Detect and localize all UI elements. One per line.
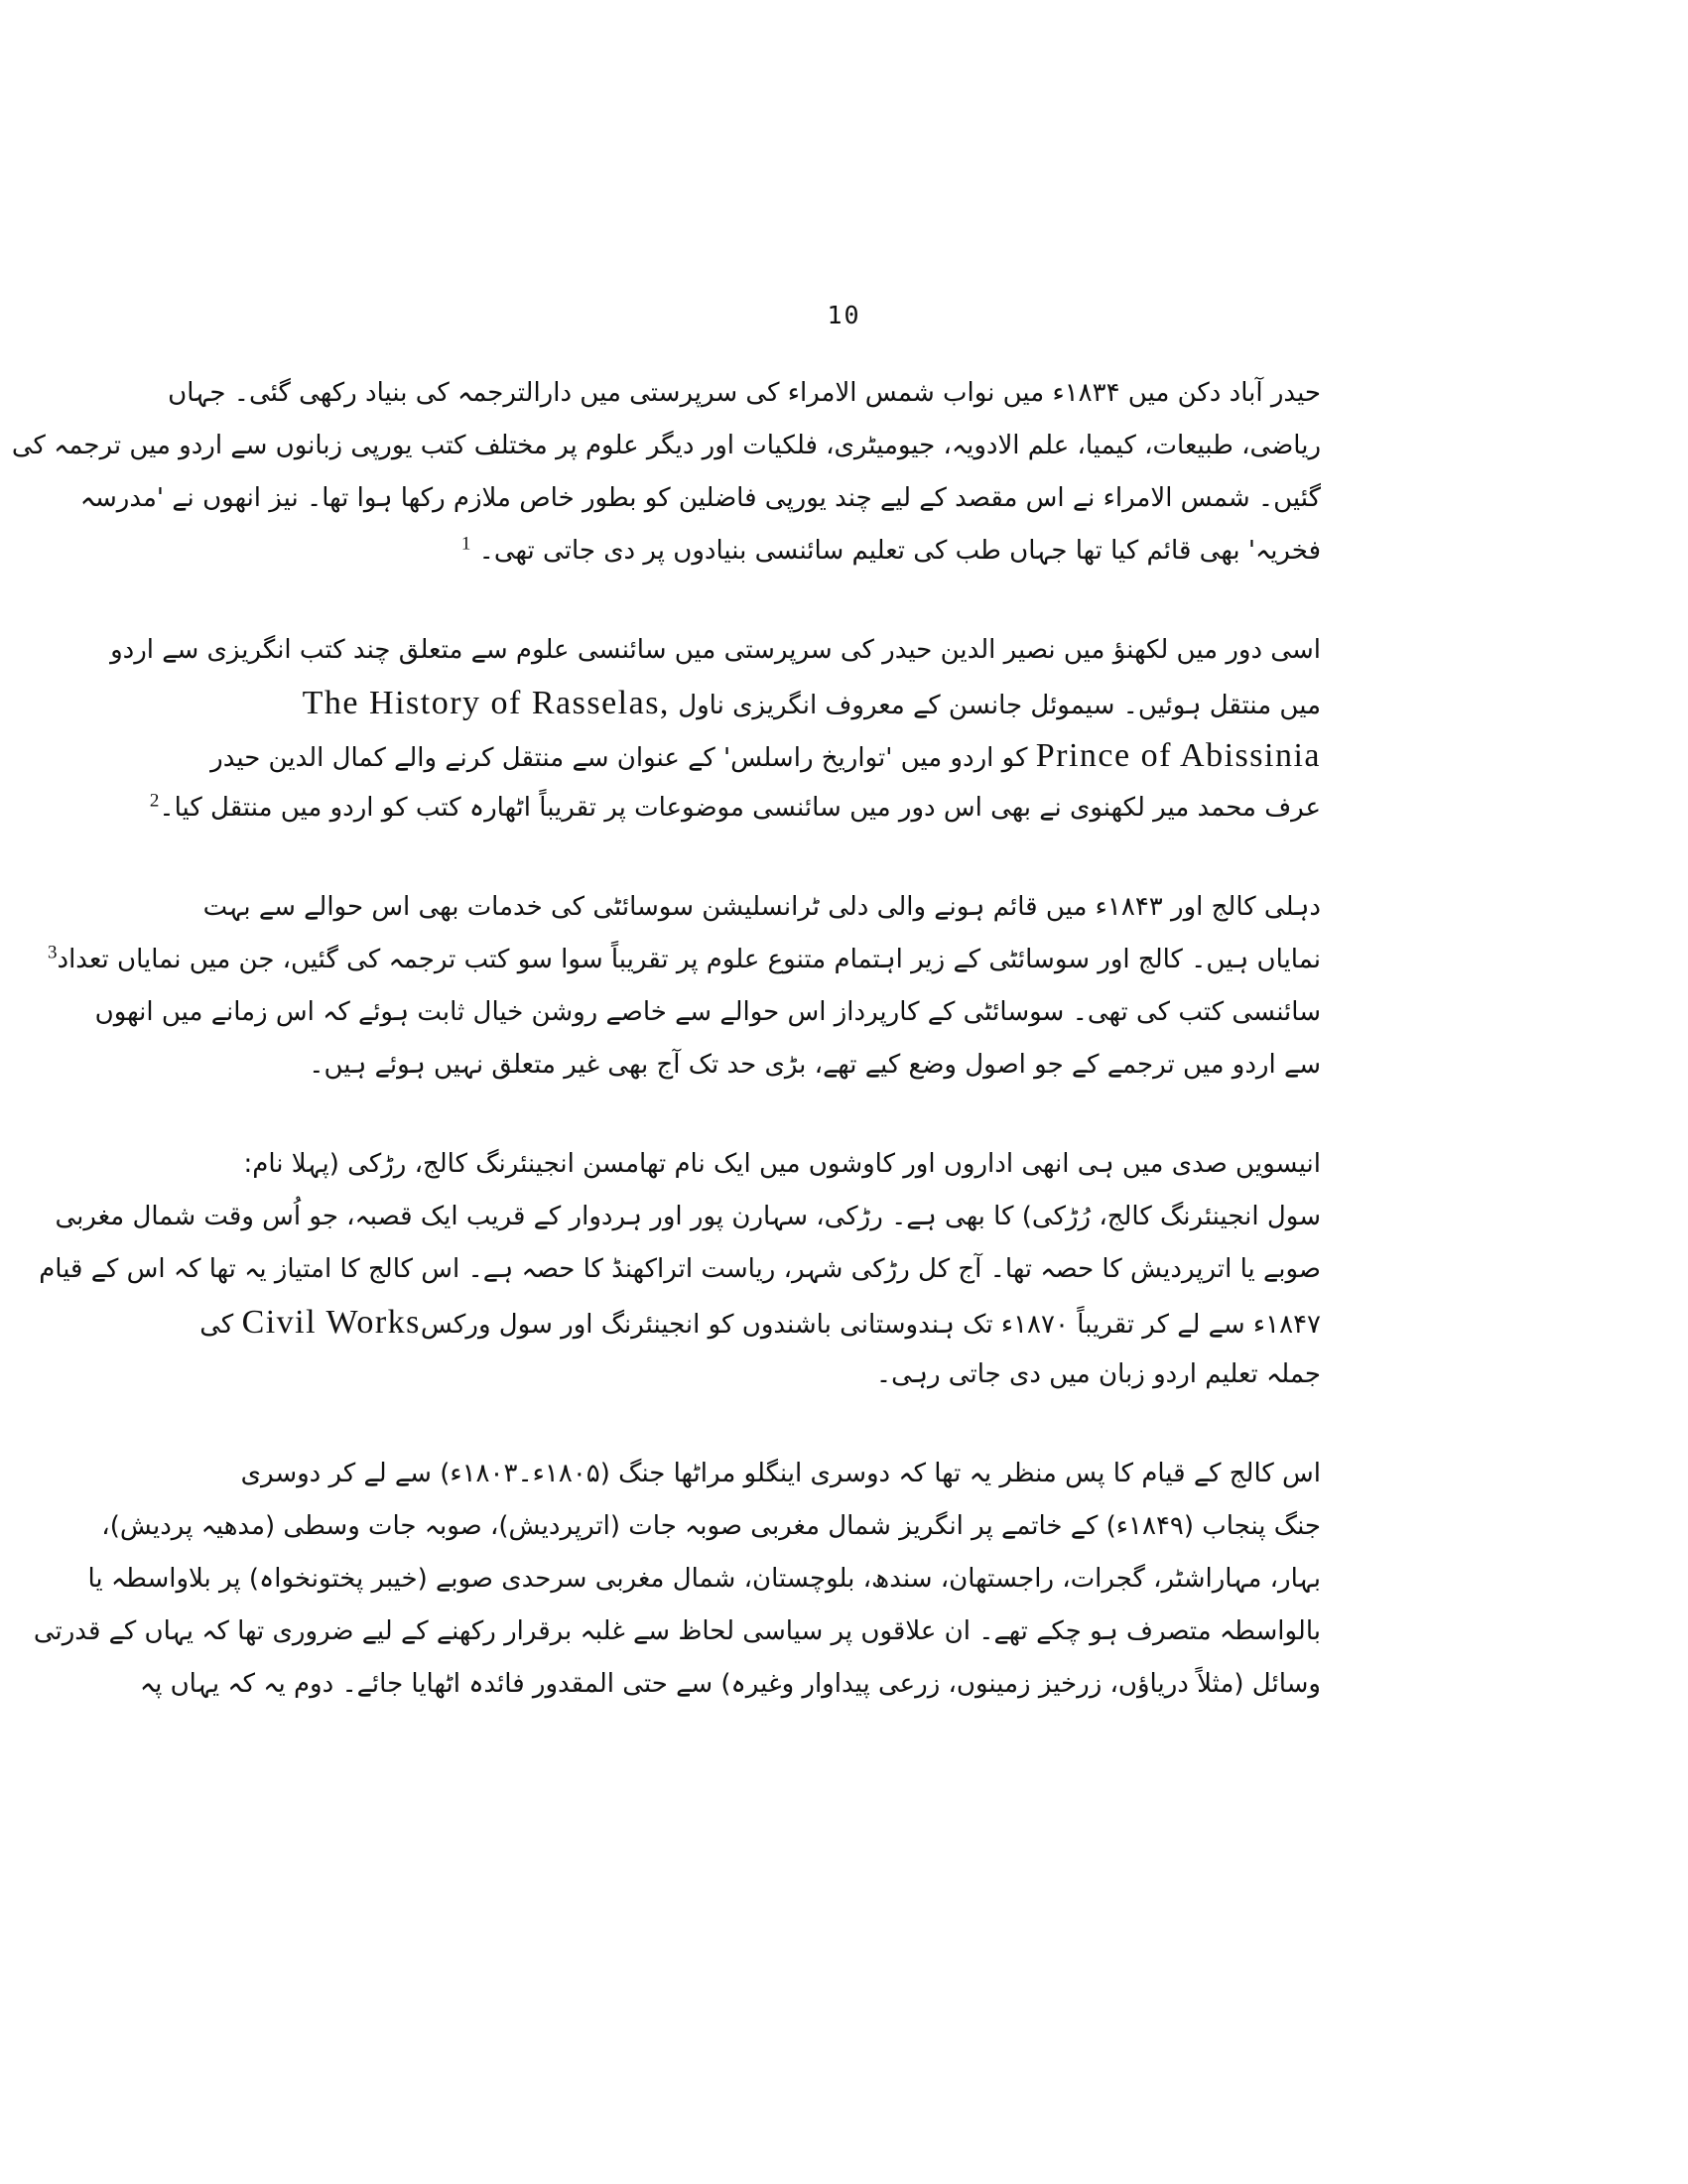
text-line [365,525,1321,578]
text-line: انیسویں صدی میں ہی انھی اداروں اور کاوشوں میں ایک نام تھامسن انجینئرنگ کالج، رڑکی (پہلا نام: [243,1149,1321,1179]
text-line: دہلی کالج اور ۱۸۴۳ء میں قائم ہونے والی دلی ٹرانسلیشن سوسائٹی کی خدمات بھی اس حوالے سے بہت [202,892,1321,922]
text-line-mixed [302,677,1321,729]
text-line: اس کالج کے قیام کا پس منظر یہ تھا کہ دوسری اینگلو مراٹھا جنگ (۱۸۰۵ء۔۱۸۰۳ء) سے لے کر دوسری [240,1459,1321,1488]
text-line-content: فخریہ' بھی قائم کیا تھا جہاں طب کی تعلیم سائنسی بنیادوں پر دی جاتی تھی۔ [478,536,1321,566]
paragraph-delhi-college [48,881,1321,1092]
english-term-text: Civil Works [241,1304,421,1341]
text-line [149,782,1321,835]
text-line-urdu: میں منتقل ہوئیں۔ سیموئل جانسن کے معروف انگریزی ناول [678,691,1321,720]
text-line: ریاضی، طبیعات، کیمیا، علم الادویہ، جیومیٹری، فلکیات اور دیگر علوم پر مختلف کتب یورپی زبانوں سے اردو میں ترجمہ کی [11,431,1321,460]
text-line: جنگ پنجاب (۱۸۴۹ء) کے خاتمے پر انگریز شمال مغربی صوبہ جات (اترپردیش)، صوبہ جات وسطی (مدھیہ پردیش)، [101,1511,1321,1541]
text-line-urdu: کی [199,1310,234,1340]
paragraph-daruttarjuma [11,367,1321,578]
text-line: بالواسطہ متصرف ہو چکے تھے۔ ان علاقوں پر سیاسی لحاظ سے غلبہ برقرار رکھنے کے لیے ضروری تھا کہ یہاں کے قدرتی [33,1616,1321,1646]
page-number: 10 [827,301,861,329]
text-line: سول انجینئرنگ کالج، رُڑکی) کا بھی ہے۔ رڑکی، سہارن پور اور ہردوار کے قریب ایک قصبہ، جو اُس وقت شمال مغربی [55,1202,1321,1231]
text-line: گئیں۔ شمس الامراء نے اس مقصد کے لیے چند یورپی فاضلین کو بطور خاص ملازم رکھا ہوا تھا۔ نیز انھوں نے 'مدرسہ [79,483,1321,513]
paragraph-background [33,1448,1321,1711]
paragraph-roorkee [39,1138,1321,1401]
text-line [48,934,1321,986]
page-body [11,367,1321,1757]
text-line: سے اردو میں ترجمے کے جو اصول وضع کیے تھے، بڑی حد تک آج بھی غیر متعلق نہیں ہوئے ہیں۔ [309,1050,1321,1080]
text-line-content: عرف محمد میر لکھنوی نے بھی اس دور میں سائنسی موضوعات پر تقریباً اٹھارہ کتب کو اردو میں منتقل کیا۔ [159,793,1321,823]
text-line: وسائل (مثلاً دریاؤں، زرخیز زمینوں، زرعی پیداوار وغیرہ) سے حتی المقدور فائدہ اٹھایا جائے۔ دوم یہ کہ یہاں پہ [139,1669,1321,1699]
text-line: صوبے یا اترپردیش کا حصہ تھا۔ آج کل رڑکی شہر، ریاست اتراکھنڈ کا حصہ ہے۔ اس کالج کا امتیاز یہ تھا کہ اس کے قیام [39,1254,1321,1284]
footnote-marker: 2 [149,790,160,812]
text-line-content: نمایاں ہیں۔ کالج اور سوسائٹی کے زیر اہتمام متنوع علوم پر تقریباً سوا سو کتب ترجمہ کی گئیں، جن میں نمایاں تعداد [57,945,1321,974]
footnote-marker: 3 [48,942,58,964]
footnote-marker: 1 [460,533,471,555]
paragraph-lucknow [110,624,1321,835]
text-line: حیدر آباد دکن میں ۱۸۳۴ء میں نواب شمس الامراء کی سرپرستی میں دارالترجمہ کی بنیاد رکھی گئی۔ جہاں [168,378,1321,408]
text-line: بہار، مہاراشٹر، گجرات، راجستھان، سندھ، بلوچستان، شمال مغربی سرحدی صوبے (خیبر پختونخواہ) پر بلاواسطہ یا [87,1564,1321,1594]
text-line-urdu: ۱۸۴۷ء سے لے کر تقریباً ۱۸۷۰ء تک ہندوستانی باشندوں کو انجینئرنگ اور سول ورکس [420,1310,1321,1340]
text-line: اسی دور میں لکھنؤ میں نصیر الدین حیدر کی سرپرستی میں سائنسی علوم سے متعلق چند کتب انگریزی سے اردو [110,635,1321,665]
english-title-text: Prince of Abissinia [1035,737,1321,774]
text-line-urdu: کو اردو میں 'تواریخ راسلس' کے عنوان سے منتقل کرنے والے کمال الدین حیدر [210,743,1028,773]
text-line-mixed [210,729,1321,782]
text-line: سائنسی کتب کی تھی۔ سوسائٹی کے کارپرداز اس حوالے سے خاصے روشن خیال ثابت ہوئے کہ اس زمانے میں انھوں [94,997,1321,1027]
english-title-text: The History of Rasselas, [302,685,670,721]
text-line-mixed [199,1296,1321,1349]
text-line: جملہ تعلیم اردو زبان میں دی جاتی رہی۔ [875,1359,1321,1389]
